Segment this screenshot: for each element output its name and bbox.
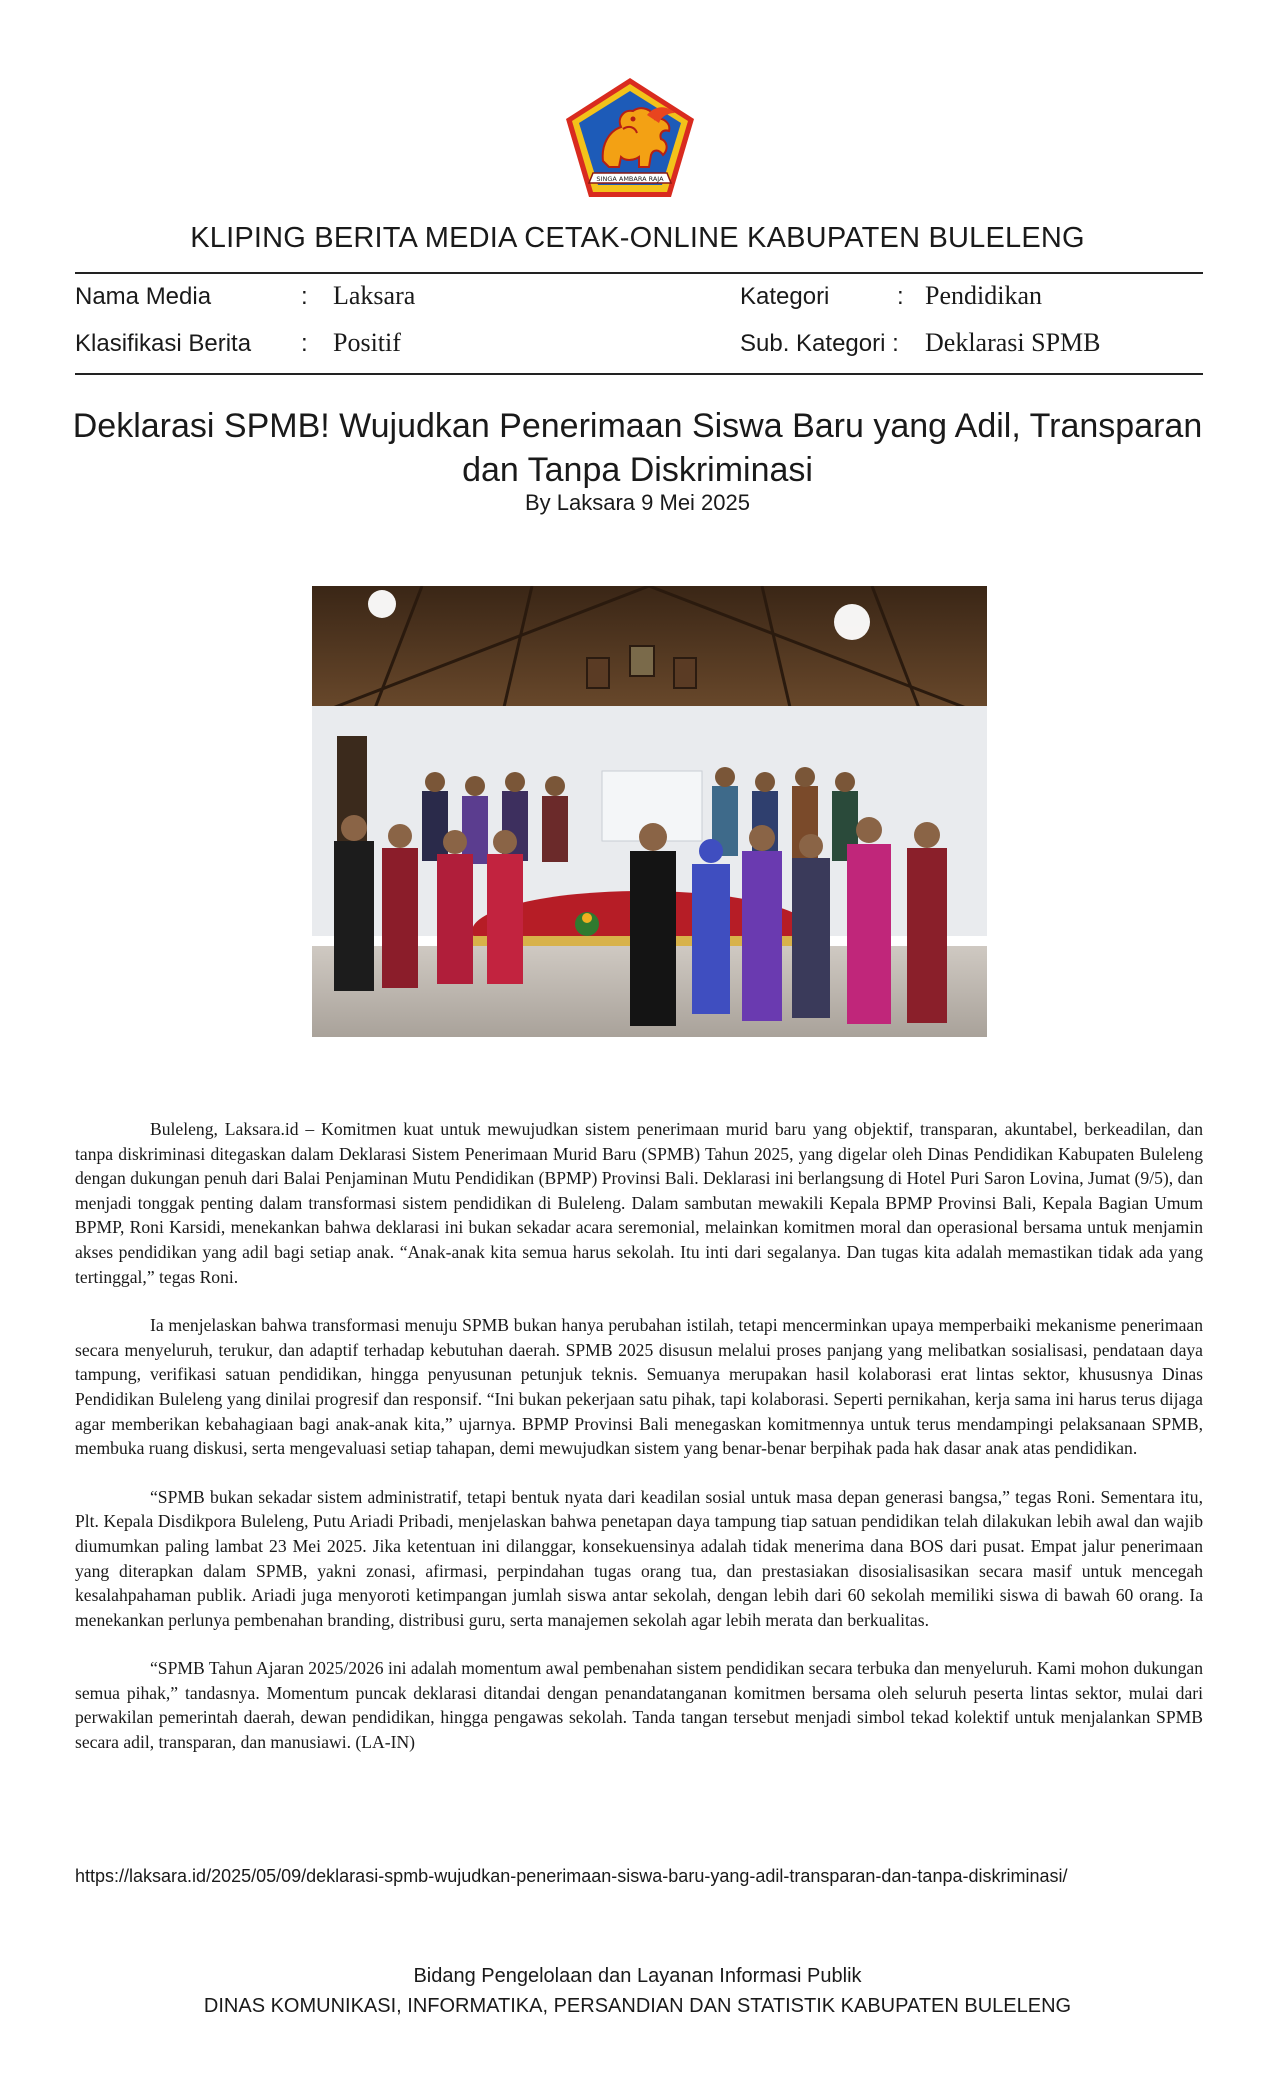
article-paragraph-2: Ia menjelaskan bahwa transformasi menuju SPMB bukan hanya perubahan istilah, tetapi mencerminkan upaya memperbaiki mekanisme penerimaan secara menyeluruh, terukur, dan adaptif terhadap kebutuhan daerah. SPMB 2025 disusun melalui proses panjang yang melibatkan sosialisasi, pendataan daya tampung, verifikasi satuan pendidikan, hingga penyusunan petunjuk teknis. Semuanya merupakan hasil kolaborasi erat lintas sektor, khususnya Dinas Pendidikan Buleleng yang dinilai progresif dan responsif. “Ini bukan pekerjaan satu pihak, tapi kolaborasi. Seperti pernikahan, kerja sama ini harus terus dijaga agar memberikan kebahagiaan bagi anak-anak kita,” ujarnya. BPMP Provinsi Bali menegaskan komitmennya untuk terus mendampingi pelaksanaan SPMB, membuka ruang diskusi, serta mengevaluasi setiap tahapan, demi mewujudkan sistem yang benar-benar berpihak pada hak dasar anak atas pendidikan. bbox=[75, 1315, 1203, 1459]
article-paragraph-1: Buleleng, Laksara.id – Komitmen kuat untuk mewujudkan sistem penerimaan murid baru yang objektif, transparan, akuntabel, berkeadilan, dan tanpa diskriminasi ditegaskan dalam Deklarasi Sistem Penerimaan Murid Baru (SPMB) Tahun 2025, yang digelar oleh Dinas Pendidikan Kabupaten Buleleng dengan dukungan penuh dari Balai Penjaminan Mutu Pendidikan (BPMP) Provinsi Bali. Deklarasi ini berlangsung di Hotel Puri Saron Lovina, Jumat (9/5), dan menjadi tonggak penting dalam transformasi sistem pendidikan di Buleleng. Dalam sambutan mewakili Kepala BPMP Provinsi Bali, Kepala Bagian Umum BPMP, Roni Karsidi, menekankan bahwa deklarasi ini bukan sekadar acara seremonial, melainkan komitmen moral dan operasional bersama untuk menjamin akses pendidikan yang adil bagi setiap anak. “Anak-anak kita semua harus sekolah. Itu inti dari segalanya. Dan tugas kita adalah memastikan tidak ada yang tertinggal,” tegas Roni. bbox=[75, 1119, 1203, 1287]
footer-agency: DINAS KOMUNIKASI, INFORMATIKA, PERSANDIAN DAN STATISTIK KABUPATEN BULELENG bbox=[203, 1995, 1072, 2017]
emblem-motto: SINGA AMBARA RAJA bbox=[596, 175, 664, 183]
article-paragraph-4: “SPMB Tahun Ajaran 2025/2026 ini adalah momentum awal pembenahan sistem pendidikan secara terbuka dan menyeluruh. Kami mohon dukungan semua pihak,” tandasnya. Momentum puncak deklarasi ditandai dengan penandatanganan komitmen bersama oleh seluruh peserta lintas sektor, mulai dari perwakilan pemerintah daerah, dewan pendidikan, hingga pengawas sekolah. Tanda tangan tersebut menjadi simbol tekad kolektif untuk menjalankan SPMB secara adil, transparan, dan manusiawi. (LA-IN) bbox=[75, 1658, 1203, 1753]
category-label: Kategori bbox=[740, 283, 830, 310]
article-paragraph-3: “SPMB bukan sekadar sistem administratif, tetapi bentuk nyata dari keadilan sosial untuk masa depan generasi bangsa,” tegas Roni. Sementara itu, Plt. Kepala Disdikpora Buleleng, Putu Ariadi Pribadi, menjelaskan bahwa penetapan daya tampung tiap satuan pendidikan telah dilakukan lebih awal dan wajib diumumkan paling lambat 23 Mei 2025. Jika ketentuan ini dilanggar, konsekuensinya adalah tidak menerima dana BOS dari pusat. Empat jalur penerimaan yang diterapkan dalam SPMB, yakni zonasi, afirmasi, perpindahan tugas orang tua, dan prestasiakan disosialisasikan secara masif untuk mencegah kesalahpahaman publik. Ariadi juga menyoroti ketimpangan jumlah siswa antar sekolah, dengan lebih dari 60 sekolah memiliki siswa di bawah 60 orang. Ia menekankan perlunya pembenahan branding, distribusi guru, serta manajemen sekolah agar lebih merata dan berkualitas. bbox=[75, 1486, 1203, 1630]
article-byline: By Laksara 9 Mei 2025 bbox=[524, 490, 751, 515]
classification-label: Klasifikasi Berita bbox=[75, 330, 252, 357]
classification-value: Positif bbox=[333, 328, 401, 357]
emblem-icon bbox=[563, 75, 697, 200]
subcategory-label: Sub. Kategori : bbox=[740, 330, 899, 357]
header-rule-top bbox=[75, 272, 1203, 274]
clipping-header-title: KLIPING BERITA MEDIA CETAK-ONLINE KABUPATEN BULELENG bbox=[190, 222, 1085, 254]
category-value: Pendidikan bbox=[925, 281, 1042, 310]
article-title-line2: dan Tanpa Diskriminasi bbox=[462, 451, 813, 489]
article-title bbox=[60, 404, 1215, 492]
article-title-line1: Deklarasi SPMB! Wujudkan Penerimaan Siswa Baru yang Adil, Transparan bbox=[72, 407, 1203, 445]
header-rule-bottom bbox=[75, 373, 1203, 375]
media-name-label: Nama Media bbox=[75, 283, 212, 310]
group-photo-illustration bbox=[312, 586, 987, 1037]
buleleng-emblem-logo bbox=[563, 75, 697, 200]
footer-department: Bidang Pengelolaan dan Layanan Informasi Publik bbox=[413, 1965, 862, 1987]
article-photo bbox=[312, 586, 987, 1037]
classification-colon: : bbox=[301, 330, 308, 357]
media-name-colon: : bbox=[301, 283, 308, 310]
category-colon: : bbox=[897, 283, 904, 310]
media-name-value: Laksara bbox=[333, 281, 416, 310]
article-body bbox=[75, 1117, 1203, 1779]
subcategory-value: Deklarasi SPMB bbox=[925, 328, 1101, 357]
source-url-link[interactable]: https://laksara.id/2025/05/09/deklarasi-spmb-wujudkan-penerimaan-siswa-baru-yang-adil-transparan-dan-tanpa-diskriminasi/ bbox=[75, 1866, 1068, 1886]
